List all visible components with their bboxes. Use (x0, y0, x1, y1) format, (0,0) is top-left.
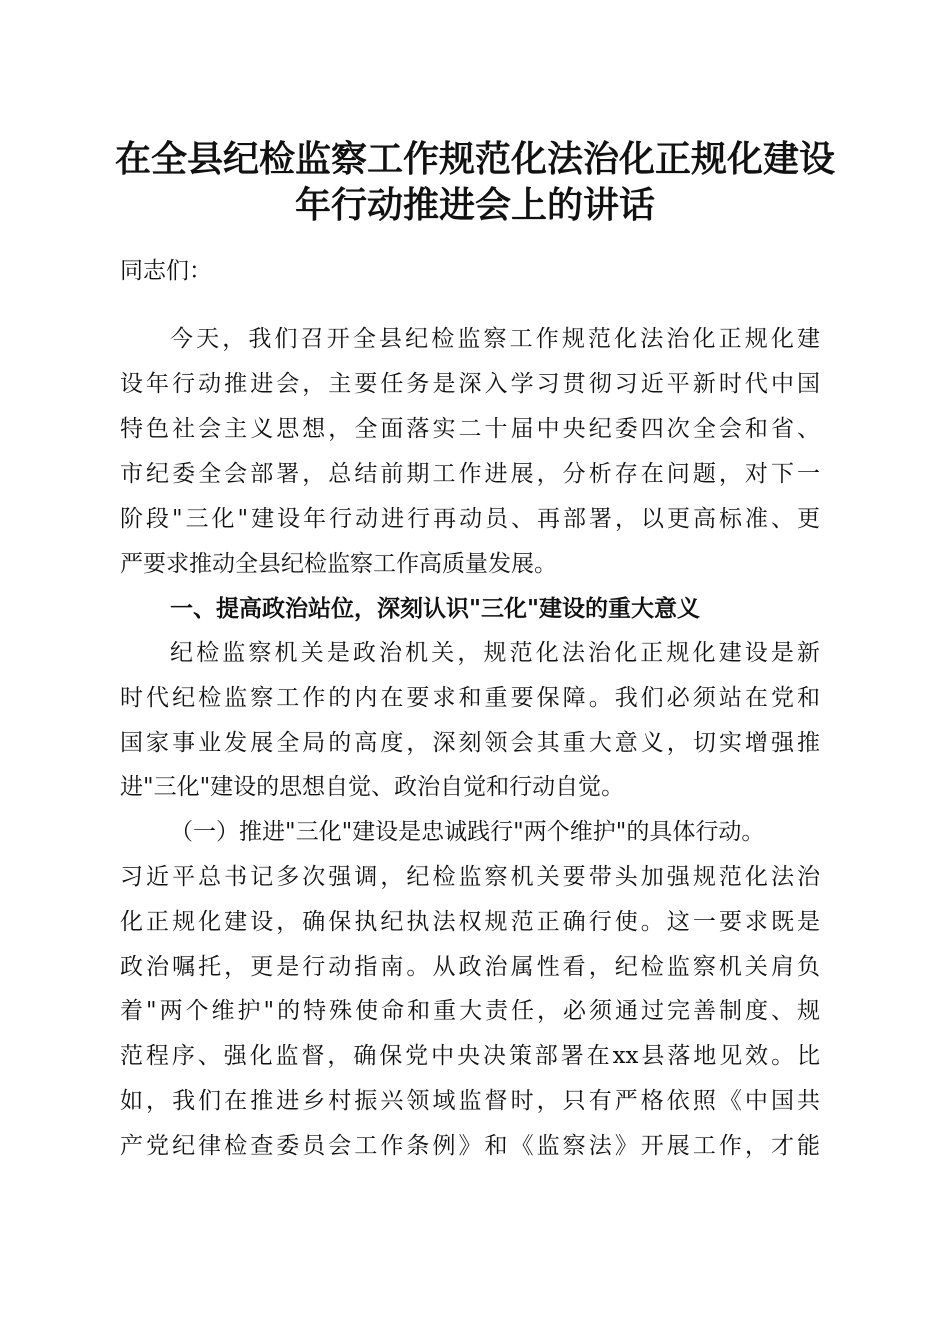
paragraph-line: 严要求推动全县纪检监察工作高质量发展。 (120, 551, 557, 577)
paragraph-line: 着"两个维护"的特殊使命和重大责任，必须通过完善制度、规 (120, 998, 820, 1024)
section-heading-1: 一、提高政治站位，深刻认识"三化"建设的重大意义 (170, 596, 700, 622)
paragraph-line: 设年行动推进会，主要任务是深入学习贯彻习近平新时代中国 (120, 371, 820, 397)
paragraph-line: 市纪委全会部署，总结前期工作进展，分析存在问题，对下一 (120, 461, 820, 487)
paragraph-line: 今天，我们召开全县纪检监察工作规范化法治化正规化建 (170, 326, 820, 352)
paragraph-line: 时代纪检监察工作的内在要求和重要保障。我们必须站在党和 (120, 685, 820, 711)
paragraph-line: 产党纪律检查委员会工作条例》和《监察法》开展工作，才能 (120, 1133, 820, 1159)
subsection-heading-1: （一）推进"三化"建设是忠诚践行"两个维护"的具体行动。 (170, 819, 765, 845)
salutation: 同志们： (120, 258, 212, 284)
document-title-line-2: 年行动推进会上的讲话 (294, 184, 655, 226)
paragraph-line: 纪检监察机关是政治机关，规范化法治化正规化建设是新 (170, 640, 820, 666)
paragraph-line: 政治嘱托，更是行动指南。从政治属性看，纪检监察机关肩负 (120, 954, 820, 980)
paragraph-line: 范程序、强化监督，确保党中央决策部署在xx县落地见效。比 (120, 1043, 820, 1069)
paragraph-line: 化正规化建设，确保执纪执法权规范正确行使。这一要求既是 (120, 909, 820, 935)
paragraph-line: 国家事业发展全局的高度，深刻领会其重大意义，切实增强推 (120, 730, 820, 756)
paragraph-line: 进"三化"建设的思想自觉、政治自觉和行动自觉。 (120, 774, 625, 800)
paragraph-line: 如，我们在推进乡村振兴领域监督时，只有严格依照《中国共 (120, 1088, 820, 1114)
document-title-line-1: 在全县纪检监察工作规范化法治化正规化建设 (114, 138, 835, 180)
paragraph-line: 习近平总书记多次强调，纪检监察机关要带头加强规范化法治 (120, 864, 820, 890)
paragraph-line: 阶段"三化"建设年行动进行再动员、再部署，以更高标准、更 (120, 506, 820, 532)
paragraph-line: 特色社会主义思想，全面落实二十届中央纪委四次全会和省、 (120, 416, 820, 442)
